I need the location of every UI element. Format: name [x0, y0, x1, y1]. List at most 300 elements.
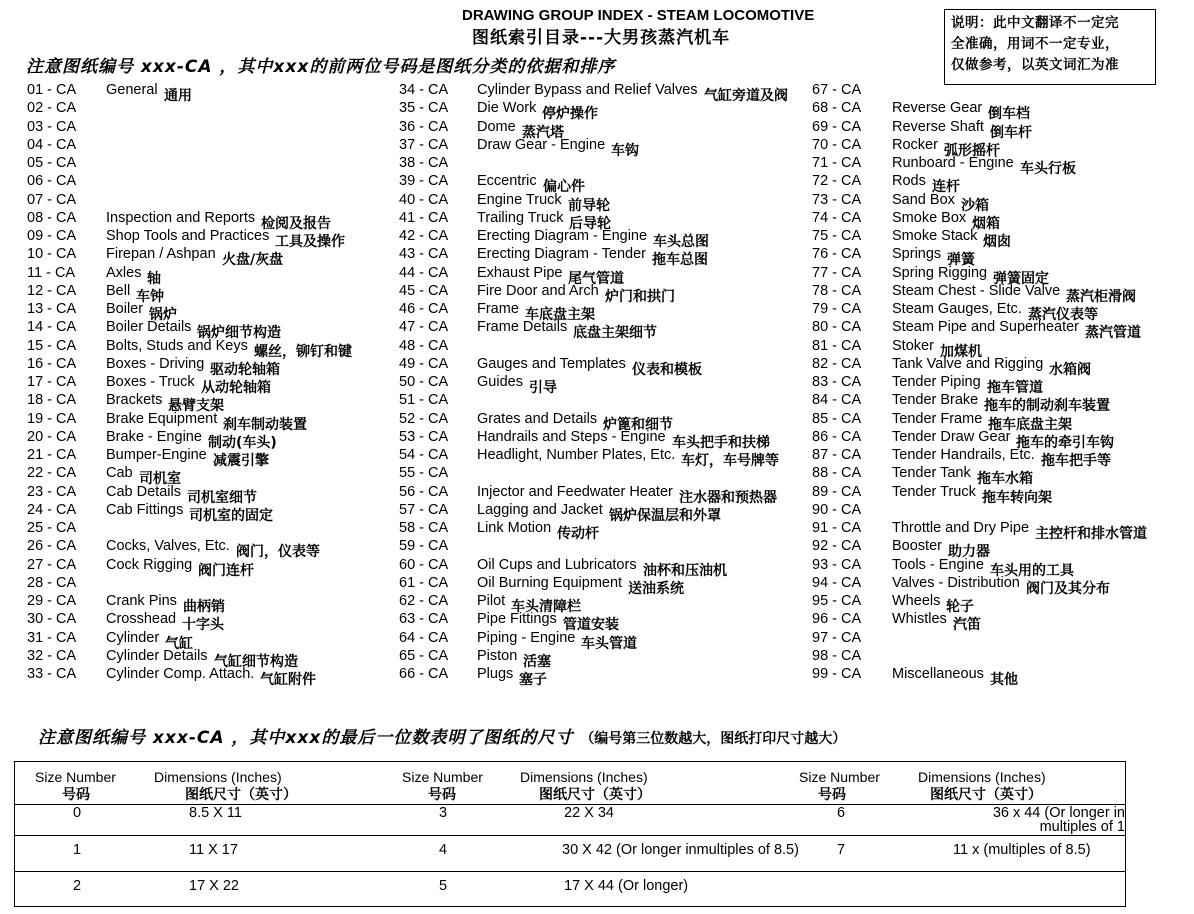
drawing-group-code: 66 - CA — [399, 666, 449, 682]
drawing-group-name: Tank Valve and Rigging — [892, 355, 1044, 372]
drawing-group-name-zh: 气缸 — [165, 635, 193, 652]
drawing-group-name: Brake Equipment — [106, 410, 218, 427]
drawing-group-name-zh: 锅炉保温层和外罩 — [609, 507, 721, 524]
drawing-group-code: 42 - CA — [399, 228, 449, 244]
drawing-group-name: Plugs — [477, 666, 514, 682]
drawing-group-name-zh: 车头行板 — [1020, 161, 1076, 177]
size-number-cell: 2 — [73, 878, 82, 894]
drawing-group-name-zh: 烟箱 — [972, 215, 1000, 232]
drawing-group-name-zh: 送油系统 — [628, 580, 684, 597]
drawing-group-name: Brake - Engine — [106, 428, 202, 445]
drawing-group-name-zh: 烟囱 — [983, 234, 1011, 250]
drawing-group-code: 92 - CA — [812, 538, 862, 555]
drawing-group-name-zh: 轴 — [147, 270, 161, 287]
drawing-group-name-zh: 气缸细节构造 — [214, 653, 298, 670]
drawing-group-name-zh: 刹车制动装置 — [223, 416, 307, 433]
drawing-group-code: 15 - CA — [27, 337, 77, 354]
drawing-group-name-zh: 连杆 — [932, 179, 960, 196]
drawing-group-name: Grates and Details — [477, 410, 598, 427]
drawing-group-name: Steam Chest - Slide Valve — [892, 282, 1061, 299]
drawing-group-name-zh: 十字头 — [182, 617, 224, 634]
drawing-group-name-zh: 车头清障栏 — [511, 599, 581, 615]
drawing-group-name: Piping - Engine — [477, 629, 576, 646]
drawing-group-name-zh: 蒸汽仪表等 — [1028, 307, 1098, 323]
drawing-group-code: 87 - CA — [812, 447, 862, 463]
drawing-group-code: 59 - CA — [399, 538, 449, 555]
drawing-group-name: Cab Details — [106, 483, 181, 500]
drawing-group-code: 12 - CA — [27, 282, 77, 299]
drawing-group-name-zh: 助力器 — [948, 544, 990, 561]
drawing-group-code: 38 - CA — [399, 155, 449, 171]
drawing-group-name: Cylinder Comp. Attach. — [106, 666, 255, 682]
drawing-group-name-zh: 车灯，车号牌等 — [681, 453, 779, 469]
drawing-group-name-zh: 司机室细节 — [187, 489, 257, 506]
drawing-group-code: 50 - CA — [399, 374, 449, 390]
drawing-group-name: Gauges and Templates — [477, 355, 626, 372]
drawing-group-name: Boxes - Driving — [106, 355, 205, 372]
drawing-group-name: Bell — [106, 282, 131, 299]
drawing-group-name: Firepan / Ashpan — [106, 246, 216, 263]
header-dimensions: Dimensions (Inches) — [918, 769, 1046, 785]
note-line: 说明：此中文翻译不一定完 — [951, 15, 1119, 31]
drawing-group-name-zh: 车头用的工具 — [990, 562, 1074, 579]
size-number-cell: 4 — [439, 842, 448, 858]
drawing-group-name: Booster — [892, 538, 942, 555]
drawing-group-name: Cylinder Bypass and Relief Valves — [477, 82, 698, 98]
drawing-group-code: 53 - CA — [399, 428, 449, 445]
size-number-cell: 7 — [837, 842, 846, 858]
drawing-group-code: 88 - CA — [812, 465, 862, 482]
drawing-group-name: Valves - Distribution — [892, 574, 1020, 591]
drawing-group-code: 60 - CA — [399, 556, 449, 573]
title-english: DRAWING GROUP INDEX - STEAM LOCOMOTIVE — [462, 7, 815, 24]
drawing-group-name-zh: 活塞 — [523, 653, 551, 670]
drawing-group-name: Steam Pipe and Superheater — [892, 319, 1080, 336]
drawing-group-code: 11 - CA — [27, 264, 76, 281]
drawing-group-name-zh: 其他 — [990, 672, 1018, 688]
drawing-group-code: 72 - CA — [812, 173, 862, 190]
size-number-cell: 3 — [439, 805, 448, 821]
drawing-group-code: 90 - CA — [812, 501, 862, 518]
drawing-group-name-zh: 拖车水箱 — [977, 471, 1033, 488]
drawing-group-name-zh: 弹簧固定 — [993, 270, 1049, 287]
drawing-group-code: 04 - CA — [27, 136, 77, 153]
drawing-group-code: 01 - CA — [27, 82, 77, 98]
drawing-group-code: 71 - CA — [812, 155, 862, 171]
drawing-group-name-zh: 蒸汽管道 — [1085, 325, 1141, 342]
header-size-number-zh: 号码 — [428, 787, 456, 803]
drawing-group-name: Rods — [892, 173, 926, 190]
drawing-group-name-zh: 工具及操作 — [275, 234, 345, 250]
drawing-group-name-zh: 蒸汽柜滑阀 — [1066, 288, 1136, 305]
drawing-group-name-zh: 从动轮轴箱 — [201, 380, 271, 396]
drawing-group-code: 83 - CA — [812, 374, 862, 390]
drawing-group-name-zh: 螺丝，铆钉和键 — [254, 343, 352, 360]
drawing-group-name-zh: 主控杆和排水管道 — [1035, 526, 1147, 542]
drawing-group-code: 76 - CA — [812, 246, 862, 263]
drawing-group-code: 23 - CA — [27, 483, 77, 500]
drawing-group-name: General — [106, 82, 158, 98]
drawing-group-name: Trailing Truck — [477, 209, 564, 226]
drawing-group-code: 54 - CA — [399, 447, 449, 463]
drawing-group-name-zh: 弹簧 — [947, 252, 975, 269]
note-line: 仅做参考，以英文词汇为准 — [951, 57, 1119, 73]
drawing-group-code: 33 - CA — [27, 666, 77, 682]
drawing-group-name: Die Work — [477, 100, 537, 117]
drawing-group-name: Tender Truck — [892, 483, 976, 500]
drawing-group-name-zh: 曲柄销 — [183, 599, 225, 615]
drawing-group-name: Pipe Fittings — [477, 611, 557, 628]
drawing-group-name: Exhaust Pipe — [477, 264, 563, 281]
drawing-group-name-zh: 倒车杆 — [990, 124, 1032, 141]
drawing-group-code: 94 - CA — [812, 574, 862, 591]
drawing-group-name: Oil Burning Equipment — [477, 574, 623, 591]
drawing-group-name: Shop Tools and Practices — [106, 228, 270, 244]
drawing-group-code: 62 - CA — [399, 593, 449, 609]
drawing-group-code: 21 - CA — [27, 447, 77, 463]
drawing-group-name-zh: 阀门及其分布 — [1026, 580, 1110, 597]
drawing-group-name: Rocker — [892, 136, 938, 153]
drawing-group-name-zh: 炉门和拱门 — [605, 288, 675, 305]
drawing-group-name-zh: 拖车转向架 — [982, 489, 1052, 506]
drawing-group-name: Reverse Gear — [892, 100, 983, 117]
drawing-group-name: Headlight, Number Plates, Etc. — [477, 447, 676, 463]
drawing-group-name-zh: 车钩 — [611, 142, 639, 159]
drawing-group-name-zh: 前导轮 — [568, 197, 610, 214]
drawing-group-name-zh: 气缸旁道及阀 — [704, 88, 788, 104]
translation-note-box — [944, 9, 1156, 85]
drawing-group-name: Crank Pins — [106, 593, 177, 609]
drawing-group-code: 56 - CA — [399, 483, 449, 500]
numbering-note-top: 注意图纸编号 xxx-CA ，其中xxx的前两位号码是图纸分类的依据和排序 — [26, 57, 616, 77]
drawing-group-name: Boiler — [106, 301, 144, 317]
drawing-group-name-zh: 管道安装 — [563, 617, 619, 634]
drawing-group-name-zh: 阀门，仪表等 — [236, 544, 320, 561]
drawing-group-name-zh: 车头管道 — [581, 635, 637, 652]
dimension-cell: 22 X 34 — [564, 805, 614, 821]
drawing-group-name: Tender Frame — [892, 410, 983, 427]
drawing-group-code: 78 - CA — [812, 282, 862, 299]
drawing-group-name-zh: 仪表和模板 — [632, 361, 702, 378]
drawing-group-code: 27 - CA — [27, 556, 77, 573]
drawing-group-name-zh: 蒸汽塔 — [522, 124, 564, 141]
drawing-group-name-zh: 车头把手和扶梯 — [672, 434, 770, 451]
drawing-group-name: Sand Box — [892, 191, 955, 208]
drawing-group-name-zh: 后导轮 — [569, 215, 611, 232]
drawing-group-name: Cab Fittings — [106, 501, 184, 518]
size-number-cell: 6 — [837, 805, 846, 821]
drawing-group-name-zh: 锅炉 — [149, 307, 177, 323]
drawing-group-code: 93 - CA — [812, 556, 862, 573]
drawing-group-code: 77 - CA — [812, 264, 862, 281]
drawing-group-name-zh: 制动(车头) — [208, 434, 277, 451]
drawing-group-name-zh: 底盘主架细节 — [573, 325, 657, 342]
drawing-group-name: Piston — [477, 647, 518, 664]
drawing-group-name: Draw Gear - Engine — [477, 136, 606, 153]
drawing-group-code: 47 - CA — [399, 319, 449, 336]
drawing-group-name: Stoker — [892, 337, 934, 354]
drawing-group-code: 26 - CA — [27, 538, 77, 555]
drawing-group-code: 37 - CA — [399, 136, 449, 153]
drawing-group-code: 08 - CA — [27, 209, 77, 226]
drawing-group-name: Bolts, Studs and Keys — [106, 337, 248, 354]
drawing-group-code: 32 - CA — [27, 647, 77, 664]
drawing-group-name: Fire Door and Arch — [477, 282, 599, 299]
drawing-group-name-zh: 司机室的固定 — [189, 507, 273, 524]
drawing-group-name: Dome — [477, 118, 516, 135]
header-size-number-zh: 号码 — [818, 787, 846, 803]
drawing-group-code: 89 - CA — [812, 483, 862, 500]
drawing-group-name-zh: 驱动轮轴箱 — [210, 361, 280, 378]
drawing-group-name-zh: 尾气管道 — [568, 270, 624, 287]
drawing-group-name-zh: 火盘/灰盘 — [222, 252, 284, 269]
drawing-group-name: Throttle and Dry Pipe — [892, 520, 1030, 536]
drawing-group-name-zh: 车底盘主架 — [525, 307, 595, 323]
drawing-group-code: 58 - CA — [399, 520, 449, 536]
drawing-group-code: 75 - CA — [812, 228, 862, 244]
drawing-group-code: 24 - CA — [27, 501, 77, 518]
drawing-group-name-zh: 沙箱 — [961, 197, 989, 214]
drawing-group-code: 22 - CA — [27, 465, 77, 482]
drawing-group-code: 65 - CA — [399, 647, 449, 664]
drawing-group-code: 09 - CA — [27, 228, 77, 244]
drawing-group-code: 03 - CA — [27, 118, 77, 135]
drawing-group-name: Lagging and Jacket — [477, 501, 603, 518]
drawing-group-code: 70 - CA — [812, 136, 862, 153]
drawing-group-name-zh: 汽笛 — [953, 617, 981, 634]
drawing-group-name: Boiler Details — [106, 319, 192, 336]
drawing-group-code: 86 - CA — [812, 428, 862, 445]
drawing-group-name-zh: 倒车档 — [988, 106, 1030, 123]
drawing-group-name-zh: 拖车的牵引车钩 — [1016, 434, 1114, 451]
drawing-group-code: 14 - CA — [27, 319, 77, 336]
drawing-group-name-zh: 拖车底盘主架 — [988, 416, 1072, 433]
drawing-group-code: 30 - CA — [27, 611, 77, 628]
dimension-cell: 17 X 44 (Or longer) — [564, 878, 689, 894]
drawing-group-name: Smoke Box — [892, 209, 967, 226]
drawing-group-name: Tender Tank — [892, 465, 971, 482]
drawing-group-code: 69 - CA — [812, 118, 862, 135]
drawing-group-name: Oil Cups and Lubricators — [477, 556, 637, 573]
drawing-group-code: 19 - CA — [27, 410, 77, 427]
drawing-group-name: Erecting Diagram - Engine — [477, 228, 648, 244]
drawing-group-code: 82 - CA — [812, 355, 862, 372]
drawing-group-code: 73 - CA — [812, 191, 862, 208]
drawing-group-name-zh: 锅炉细节构造 — [197, 325, 281, 342]
drawing-group-name: Steam Gauges, Etc. — [892, 301, 1022, 317]
drawing-group-name-zh: 弧形摇杆 — [944, 142, 1000, 159]
dimension-cell: 8.5 X 11 — [189, 805, 242, 821]
drawing-group-name-zh: 司机室 — [139, 471, 181, 488]
dimension-cell: 11 x (multiples of 8.5) — [953, 842, 1091, 858]
header-dimensions-zh: 图纸尺寸（英寸） — [930, 787, 1042, 803]
note-bottom-paren: （编号第三位数越大，图纸打印尺寸越大） — [580, 731, 847, 747]
drawing-group-code: 34 - CA — [399, 82, 449, 98]
drawing-group-name-zh: 拖车把手等 — [1041, 453, 1111, 469]
drawing-group-name: Link Motion — [477, 520, 552, 536]
drawing-group-code: 52 - CA — [399, 410, 449, 427]
drawing-group-name: Reverse Shaft — [892, 118, 984, 135]
drawing-group-name: Springs — [892, 246, 942, 263]
drawing-group-code: 99 - CA — [812, 666, 862, 682]
drawing-group-name-zh: 悬臂支架 — [168, 398, 224, 415]
table-divider — [15, 871, 1125, 872]
drawing-group-name: Handrails and Steps - Engine — [477, 428, 666, 445]
drawing-group-code: 67 - CA — [812, 82, 862, 98]
drawing-group-name: Crosshead — [106, 611, 177, 628]
drawing-group-code: 63 - CA — [399, 611, 449, 628]
drawing-group-code: 57 - CA — [399, 501, 449, 518]
drawing-group-name: Brackets — [106, 392, 163, 409]
drawing-group-name-zh: 加煤机 — [940, 343, 982, 360]
drawing-group-code: 80 - CA — [812, 319, 862, 336]
drawing-group-name-zh: 气缸附件 — [260, 672, 316, 688]
drawing-group-name: Cylinder Details — [106, 647, 208, 664]
drawing-group-name-zh: 通用 — [164, 88, 192, 104]
drawing-group-code: 64 - CA — [399, 629, 449, 646]
drawing-group-code: 10 - CA — [27, 246, 77, 263]
drawing-group-name: Spring Rigging — [892, 264, 988, 281]
size-number-cell: 0 — [73, 805, 82, 821]
drawing-group-name: Bumper-Engine — [106, 447, 207, 463]
size-table — [14, 761, 1126, 907]
drawing-group-code: 25 - CA — [27, 520, 77, 536]
drawing-group-code: 28 - CA — [27, 574, 77, 591]
drawing-group-name-zh: 偏心件 — [543, 179, 585, 196]
drawing-group-code: 51 - CA — [399, 392, 449, 409]
drawing-group-code: 36 - CA — [399, 118, 449, 135]
dimension-cell: 11 X 17 — [189, 842, 238, 858]
drawing-group-name-zh: 轮子 — [946, 599, 974, 615]
drawing-group-code: 45 - CA — [399, 282, 449, 299]
drawing-group-name: Tender Handrails, Etc. — [892, 447, 1035, 463]
drawing-group-code: 46 - CA — [399, 301, 449, 317]
drawing-group-code: 97 - CA — [812, 629, 862, 646]
drawing-group-name: Engine Truck — [477, 191, 562, 208]
drawing-group-name-zh: 塞子 — [519, 672, 547, 688]
header-dimensions-zh: 图纸尺寸（英寸） — [185, 787, 297, 803]
drawing-group-name-zh: 水箱阀 — [1049, 361, 1091, 378]
drawing-group-name: Runboard - Engine — [892, 155, 1014, 171]
drawing-group-name: Inspection and Reports — [106, 209, 256, 226]
drawing-group-code: 84 - CA — [812, 392, 862, 409]
drawing-group-name-zh: 减震引擎 — [213, 453, 269, 469]
drawing-group-name: Frame Details — [477, 319, 568, 336]
drawing-group-code: 20 - CA — [27, 428, 77, 445]
drawing-group-code: 35 - CA — [399, 100, 449, 117]
drawing-group-code: 44 - CA — [399, 264, 449, 281]
drawing-group-code: 06 - CA — [27, 173, 77, 190]
drawing-group-name: Erecting Diagram - Tender — [477, 246, 646, 263]
drawing-group-code: 07 - CA — [27, 191, 77, 208]
drawing-group-code: 17 - CA — [27, 374, 77, 390]
drawing-group-name-zh: 车头总图 — [653, 234, 709, 250]
drawing-group-code: 55 - CA — [399, 465, 449, 482]
drawing-group-code: 81 - CA — [812, 337, 862, 354]
drawing-group-code: 43 - CA — [399, 246, 449, 263]
drawing-group-name: Axles — [106, 264, 142, 281]
drawing-group-name-zh: 拖车管道 — [987, 380, 1043, 396]
drawing-group-name: Tender Brake — [892, 392, 979, 409]
numbering-note-bottom — [38, 723, 846, 748]
drawing-group-name-zh: 炉篦和细节 — [603, 416, 673, 433]
drawing-group-code: 79 - CA — [812, 301, 862, 317]
header-dimensions-zh: 图纸尺寸（英寸） — [539, 787, 651, 803]
dimension-cell: 30 X 42 (Or longer inmultiples of 8.5) — [562, 842, 799, 858]
dimension-cell: 17 X 22 — [189, 878, 239, 894]
title-chinese: 图纸索引目录---大男孩蒸汽机车 — [472, 28, 731, 48]
drawing-group-name: Whistles — [892, 611, 947, 628]
drawing-group-code: 05 - CA — [27, 155, 77, 171]
drawing-group-name: Guides — [477, 374, 523, 390]
dimension-cell: 36 x 44 (Or longer in multiples of 1 — [992, 805, 1125, 835]
drawing-group-name: Smoke Stack — [892, 228, 978, 244]
drawing-group-code: 61 - CA — [399, 574, 449, 591]
header-size-number: Size Number — [799, 769, 880, 785]
drawing-group-name-zh: 车钟 — [136, 288, 164, 305]
drawing-group-name-zh: 阀门连杆 — [198, 562, 254, 579]
note-line: 全准确，用词不一定专业， — [951, 36, 1119, 52]
drawing-group-code: 74 - CA — [812, 209, 862, 226]
drawing-group-code: 02 - CA — [27, 100, 77, 117]
header-size-number: Size Number — [402, 769, 483, 785]
drawing-group-code: 16 - CA — [27, 355, 77, 372]
drawing-group-code: 98 - CA — [812, 647, 862, 664]
drawing-group-name: Tender Piping — [892, 374, 981, 390]
header-dimensions: Dimensions (Inches) — [154, 769, 282, 785]
drawing-group-name: Boxes - Truck — [106, 374, 195, 390]
table-divider — [15, 835, 1125, 836]
drawing-group-code: 85 - CA — [812, 410, 862, 427]
drawing-group-code: 91 - CA — [812, 520, 862, 536]
drawing-group-code: 39 - CA — [399, 173, 449, 190]
drawing-group-code: 68 - CA — [812, 100, 862, 117]
header-dimensions: Dimensions (Inches) — [520, 769, 648, 785]
drawing-group-code: 40 - CA — [399, 191, 449, 208]
drawing-group-name: Cab — [106, 465, 133, 482]
drawing-group-name: Injector and Feedwater Heater — [477, 483, 673, 500]
drawing-group-code: 49 - CA — [399, 355, 449, 372]
drawing-group-code: 96 - CA — [812, 611, 862, 628]
drawing-group-code: 95 - CA — [812, 593, 862, 609]
size-number-cell: 1 — [73, 842, 82, 858]
drawing-group-code: 29 - CA — [27, 593, 77, 609]
drawing-group-name-zh: 拖车总图 — [652, 252, 708, 269]
drawing-group-name: Frame — [477, 301, 519, 317]
note-bottom-main: 注意图纸编号 xxx-CA ，其中xxx的最后一位数表明了图纸的尺寸 — [38, 728, 574, 748]
drawing-group-name: Cocks, Valves, Etc. — [106, 538, 230, 555]
size-number-cell: 5 — [439, 878, 448, 894]
header-size-number-zh: 号码 — [62, 787, 90, 803]
drawing-group-name: Tender Draw Gear — [892, 428, 1011, 445]
drawing-group-code: 13 - CA — [27, 301, 77, 317]
drawing-group-name-zh: 引导 — [529, 380, 557, 396]
drawing-group-name-zh: 油杯和压油机 — [643, 562, 727, 579]
header-size-number: Size Number — [35, 769, 116, 785]
drawing-group-name-zh: 传动杆 — [557, 526, 599, 542]
drawing-group-name: Tools - Engine — [892, 556, 984, 573]
drawing-group-name: Cock Rigging — [106, 556, 193, 573]
drawing-group-name-zh: 注水器和预热器 — [679, 489, 777, 506]
drawing-group-name-zh: 停炉操作 — [542, 106, 598, 123]
drawing-group-name: Miscellaneous — [892, 666, 984, 682]
drawing-group-code: 31 - CA — [27, 629, 77, 646]
drawing-group-name: Cylinder — [106, 629, 160, 646]
drawing-group-name-zh: 拖车的制动刹车装置 — [984, 398, 1110, 415]
drawing-group-name: Wheels — [892, 593, 941, 609]
drawing-group-code: 48 - CA — [399, 337, 449, 354]
drawing-group-name: Pilot — [477, 593, 506, 609]
